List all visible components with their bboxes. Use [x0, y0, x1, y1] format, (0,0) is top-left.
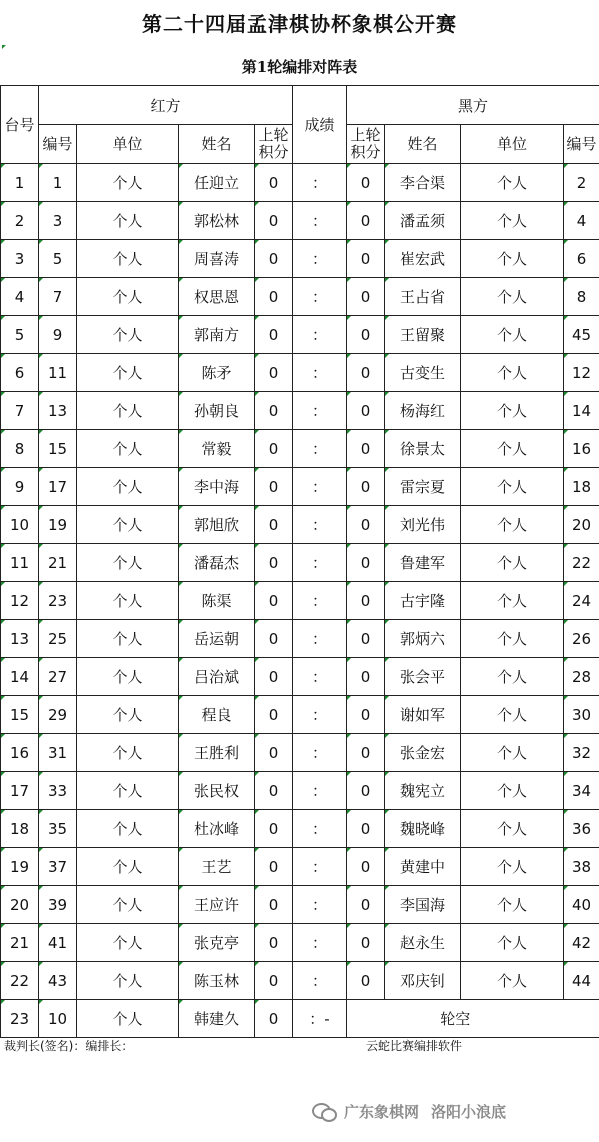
cell-red-unit: 个人: [77, 886, 179, 924]
cell-black-name: 古变生: [385, 354, 461, 392]
cell-table-no: 18: [1, 810, 39, 848]
cell-result: ：: [293, 734, 347, 772]
cell-result: ：: [293, 848, 347, 886]
cell-black-unit: 个人: [461, 316, 564, 354]
cell-red-prev-score: 0: [255, 468, 293, 506]
cell-red-name: 周喜涛: [179, 240, 255, 278]
cell-red-name: 常毅: [179, 430, 255, 468]
cell-black-unit: 个人: [461, 620, 564, 658]
cell-red-prev-score: 0: [255, 544, 293, 582]
cell-table-no: 3: [1, 240, 39, 278]
cell-black-no: 16: [564, 430, 599, 468]
header-red-unit: 单位: [77, 125, 179, 164]
cell-black-name: 魏宪立: [385, 772, 461, 810]
header-black-unit: 单位: [461, 125, 564, 164]
cell-result: ：: [293, 696, 347, 734]
cell-black-name: 刘光伟: [385, 506, 461, 544]
cell-red-name: 陈矛: [179, 354, 255, 392]
cell-black-no: 40: [564, 886, 599, 924]
cell-result: ：: [293, 164, 347, 202]
table-row: [1, 582, 599, 620]
table-row: [1, 962, 599, 1000]
cell-black-no: 4: [564, 202, 599, 240]
cell-red-name: 潘磊杰: [179, 544, 255, 582]
cell-red-name: 王艺: [179, 848, 255, 886]
cell-red-unit: 个人: [77, 810, 179, 848]
cell-result: ：: [293, 658, 347, 696]
cell-black-prev-score: 0: [347, 810, 385, 848]
watermark-part2: 洛阳小浪底: [431, 1102, 507, 1121]
cell-red-no: 29: [39, 696, 77, 734]
cell-black-no: 38: [564, 848, 599, 886]
cell-result: ：: [293, 544, 347, 582]
cell-red-unit: 个人: [77, 354, 179, 392]
cell-red-prev-score: 0: [255, 316, 293, 354]
cell-red-name: 孙朝良: [179, 392, 255, 430]
cell-table-no: 9: [1, 468, 39, 506]
cell-result: ：: [293, 392, 347, 430]
cell-black-unit: 个人: [461, 430, 564, 468]
cell-red-unit: 个人: [77, 620, 179, 658]
cell-black-no: 32: [564, 734, 599, 772]
cell-black-unit: 个人: [461, 734, 564, 772]
cell-red-name: 杜冰峰: [179, 810, 255, 848]
cell-red-prev-score: 0: [255, 506, 293, 544]
cell-red-no: 7: [39, 278, 77, 316]
cell-red-prev-score: 0: [255, 658, 293, 696]
cell-red-name: 李中海: [179, 468, 255, 506]
cell-red-no: 37: [39, 848, 77, 886]
cell-black-unit: 个人: [461, 848, 564, 886]
cell-red-unit: 个人: [77, 430, 179, 468]
cell-black-unit: 个人: [461, 278, 564, 316]
header-red-prev-score: 上轮积分: [255, 125, 293, 164]
cell-red-unit: 个人: [77, 202, 179, 240]
cell-red-prev-score: 0: [255, 620, 293, 658]
cell-result: ：: [293, 620, 347, 658]
cell-red-prev-score: 0: [255, 772, 293, 810]
cell-red-name: 岳运朝: [179, 620, 255, 658]
round-subtitle: 第1轮编排对阵表: [241, 58, 358, 76]
cell-black-no: 20: [564, 506, 599, 544]
cell-red-no: 15: [39, 430, 77, 468]
footer-signature: 裁判长(签名)：编排长：: [4, 1039, 134, 1053]
cell-red-no: 1: [39, 164, 77, 202]
cell-result: ：: [293, 202, 347, 240]
cell-red-prev-score: 0: [255, 430, 293, 468]
cell-red-unit: 个人: [77, 734, 179, 772]
cell-table-no: 1: [1, 164, 39, 202]
cell-black-name: 王占省: [385, 278, 461, 316]
cell-red-name: 张克亭: [179, 924, 255, 962]
cell-black-prev-score: 0: [347, 582, 385, 620]
table-row: [1, 430, 599, 468]
cell-empty: [564, 1000, 599, 1038]
cell-red-prev-score: 0: [255, 354, 293, 392]
cell-black-name: 李国海: [385, 886, 461, 924]
cell-red-unit: 个人: [77, 506, 179, 544]
cell-result: ：: [293, 430, 347, 468]
cell-table-no: 2: [1, 202, 39, 240]
cell-black-no: 6: [564, 240, 599, 278]
cell-table-no: 15: [1, 696, 39, 734]
cell-black-unit: 个人: [461, 544, 564, 582]
table-row: [1, 164, 599, 202]
cell-black-no: 44: [564, 962, 599, 1000]
cell-black-name: 雷宗夏: [385, 468, 461, 506]
cell-black-name: 魏晓峰: [385, 810, 461, 848]
page-title: 第二十四届孟津棋协杯象棋公开赛: [142, 12, 457, 36]
cell-red-no: 27: [39, 658, 77, 696]
header-table-no: 台号: [1, 86, 39, 164]
cell-black-name: 郭炳六: [385, 620, 461, 658]
cell-red-name: 陈玉林: [179, 962, 255, 1000]
header-black-prev-score: 上轮积分: [347, 125, 385, 164]
cell-table-no: 11: [1, 544, 39, 582]
cell-red-unit: 个人: [77, 772, 179, 810]
cell-red-name: 郭南方: [179, 316, 255, 354]
cell-black-prev-score: 0: [347, 924, 385, 962]
header-red-no: 编号: [39, 125, 77, 164]
cell-result: ：: [293, 582, 347, 620]
cell-black-prev-score: 0: [347, 658, 385, 696]
cell-table-no: 23: [1, 1000, 39, 1038]
cell-black-name: 古宇隆: [385, 582, 461, 620]
cell-red-name: 任迎立: [179, 164, 255, 202]
cell-black-name: 黄建中: [385, 848, 461, 886]
cell-table-no: 14: [1, 658, 39, 696]
cell-result: ：: [293, 240, 347, 278]
cell-red-prev-score: 0: [255, 202, 293, 240]
cell-black-no: 36: [564, 810, 599, 848]
cell-black-unit: 个人: [461, 506, 564, 544]
table-row: [1, 924, 599, 962]
cell-black-prev-score: 0: [347, 430, 385, 468]
cell-black-no: 12: [564, 354, 599, 392]
cell-red-prev-score: 0: [255, 392, 293, 430]
cell-result: ：: [293, 810, 347, 848]
cell-result: ：-: [293, 1000, 347, 1038]
header-red-name: 姓名: [179, 125, 255, 164]
cell-red-unit: 个人: [77, 544, 179, 582]
cell-red-name: 韩建久: [179, 1000, 255, 1038]
cell-table-no: 8: [1, 430, 39, 468]
cell-table-no: 19: [1, 848, 39, 886]
cell-red-name: 吕治斌: [179, 658, 255, 696]
cell-black-unit: 个人: [461, 924, 564, 962]
table-row: [1, 658, 599, 696]
table-row: [1, 544, 599, 582]
cell-result: ：: [293, 468, 347, 506]
table-row-bye: [1, 1000, 599, 1038]
cell-red-prev-score: 0: [255, 278, 293, 316]
cell-red-no: 23: [39, 582, 77, 620]
cell-red-no: 19: [39, 506, 77, 544]
cell-red-no: 9: [39, 316, 77, 354]
cell-black-unit: 个人: [461, 772, 564, 810]
table-row: [1, 392, 599, 430]
cell-black-name: 谢如军: [385, 696, 461, 734]
cell-table-no: 4: [1, 278, 39, 316]
cell-black-name: 李合渠: [385, 164, 461, 202]
cell-red-prev-score: 0: [255, 924, 293, 962]
cell-black-no: 24: [564, 582, 599, 620]
cell-red-unit: 个人: [77, 1000, 179, 1038]
cell-red-unit: 个人: [77, 468, 179, 506]
cell-table-no: 10: [1, 506, 39, 544]
cell-red-prev-score: 0: [255, 582, 293, 620]
cell-red-name: 王应许: [179, 886, 255, 924]
cell-black-prev-score: 0: [347, 734, 385, 772]
cell-table-no: 20: [1, 886, 39, 924]
table-row: [1, 354, 599, 392]
cell-result: ：: [293, 886, 347, 924]
cell-table-no: 6: [1, 354, 39, 392]
cell-black-no: 18: [564, 468, 599, 506]
table-row: [1, 696, 599, 734]
cell-red-unit: 个人: [77, 962, 179, 1000]
cell-black-name: 鲁建军: [385, 544, 461, 582]
cell-red-prev-score: 0: [255, 848, 293, 886]
cell-black-prev-score: 0: [347, 620, 385, 658]
cell-red-name: 程良: [179, 696, 255, 734]
cell-red-name: 郭旭欣: [179, 506, 255, 544]
cell-table-no: 7: [1, 392, 39, 430]
footer-software: 云蛇比赛编排软件: [366, 1039, 463, 1053]
cell-black-unit: 个人: [461, 886, 564, 924]
cell-black-unit: 个人: [461, 240, 564, 278]
table-row: [1, 772, 599, 810]
cell-result: ：: [293, 316, 347, 354]
cell-red-unit: 个人: [77, 164, 179, 202]
header-red-side: 红方: [39, 86, 293, 125]
cell-black-prev-score: 0: [347, 164, 385, 202]
cell-black-no: 22: [564, 544, 599, 582]
cell-red-name: 陈渠: [179, 582, 255, 620]
table-row: [1, 734, 599, 772]
table-row: [1, 202, 599, 240]
table-row: [1, 468, 599, 506]
cell-black-no: 2: [564, 164, 599, 202]
cell-black-prev-score: 0: [347, 278, 385, 316]
cell-red-no: 13: [39, 392, 77, 430]
cell-black-name: 徐景太: [385, 430, 461, 468]
cell-black-prev-score: 0: [347, 506, 385, 544]
table-row: [1, 886, 599, 924]
cell-table-no: 21: [1, 924, 39, 962]
cell-red-prev-score: 0: [255, 734, 293, 772]
cell-black-no: 28: [564, 658, 599, 696]
header-black-no: 编号: [564, 125, 599, 164]
header-black-side: 黑方: [347, 86, 599, 125]
table-row: [1, 506, 599, 544]
cell-red-no: 21: [39, 544, 77, 582]
cell-red-prev-score: 0: [255, 164, 293, 202]
cell-red-no: 3: [39, 202, 77, 240]
cell-red-name: 张民权: [179, 772, 255, 810]
cell-black-unit: 个人: [461, 354, 564, 392]
cell-black-name: 邓庆钊: [385, 962, 461, 1000]
cell-red-no: 10: [39, 1000, 77, 1038]
cell-black-name: 张会平: [385, 658, 461, 696]
cell-table-no: 12: [1, 582, 39, 620]
cell-black-unit: 个人: [461, 582, 564, 620]
cell-red-no: 31: [39, 734, 77, 772]
cell-black-no: 34: [564, 772, 599, 810]
cell-black-prev-score: 0: [347, 468, 385, 506]
cell-result: ：: [293, 354, 347, 392]
cell-red-name: 王胜利: [179, 734, 255, 772]
cell-black-no: 26: [564, 620, 599, 658]
cell-black-prev-score: 0: [347, 848, 385, 886]
cell-red-unit: 个人: [77, 848, 179, 886]
cell-black-prev-score: 0: [347, 392, 385, 430]
cell-black-prev-score: 0: [347, 202, 385, 240]
cell-black-name: 潘孟须: [385, 202, 461, 240]
cell-black-name: 崔宏武: [385, 240, 461, 278]
cell-result: ：: [293, 962, 347, 1000]
cell-red-prev-score: 0: [255, 1000, 293, 1038]
cell-red-prev-score: 0: [255, 962, 293, 1000]
table-row: [1, 810, 599, 848]
table-row: [1, 848, 599, 886]
corner-flag: [2, 45, 6, 49]
cell-bye: 轮空: [347, 1000, 564, 1038]
pairing-table: [0, 85, 599, 1038]
cell-red-no: 17: [39, 468, 77, 506]
cell-table-no: 13: [1, 620, 39, 658]
cell-black-prev-score: 0: [347, 240, 385, 278]
header-black-name: 姓名: [385, 125, 461, 164]
table-row: [1, 316, 599, 354]
cell-black-unit: 个人: [461, 810, 564, 848]
cell-black-unit: 个人: [461, 658, 564, 696]
cell-black-prev-score: 0: [347, 772, 385, 810]
cell-red-no: 11: [39, 354, 77, 392]
cell-black-unit: 个人: [461, 392, 564, 430]
cell-red-no: 33: [39, 772, 77, 810]
cell-red-unit: 个人: [77, 582, 179, 620]
cell-red-name: 郭松林: [179, 202, 255, 240]
cell-table-no: 17: [1, 772, 39, 810]
cell-red-unit: 个人: [77, 278, 179, 316]
cell-black-unit: 个人: [461, 202, 564, 240]
cell-black-no: 30: [564, 696, 599, 734]
cell-black-prev-score: 0: [347, 886, 385, 924]
cell-red-unit: 个人: [77, 392, 179, 430]
cell-black-prev-score: 0: [347, 962, 385, 1000]
cell-table-no: 16: [1, 734, 39, 772]
cell-red-prev-score: 0: [255, 886, 293, 924]
watermark: [312, 1100, 506, 1122]
cell-black-name: 杨海红: [385, 392, 461, 430]
cell-black-no: 45: [564, 316, 599, 354]
cell-red-prev-score: 0: [255, 240, 293, 278]
cell-black-prev-score: 0: [347, 696, 385, 734]
watermark-part1: 广东象棋网: [344, 1102, 420, 1121]
wechat-icon: [312, 1102, 336, 1120]
cell-red-no: 25: [39, 620, 77, 658]
cell-red-no: 43: [39, 962, 77, 1000]
table-row: [1, 240, 599, 278]
cell-result: ：: [293, 924, 347, 962]
cell-table-no: 5: [1, 316, 39, 354]
cell-black-unit: 个人: [461, 696, 564, 734]
cell-red-unit: 个人: [77, 658, 179, 696]
cell-black-prev-score: 0: [347, 544, 385, 582]
cell-red-unit: 个人: [77, 316, 179, 354]
cell-black-no: 14: [564, 392, 599, 430]
cell-red-unit: 个人: [77, 924, 179, 962]
cell-black-no: 8: [564, 278, 599, 316]
cell-black-unit: 个人: [461, 164, 564, 202]
cell-red-no: 5: [39, 240, 77, 278]
cell-black-name: 王留聚: [385, 316, 461, 354]
cell-black-prev-score: 0: [347, 354, 385, 392]
cell-red-no: 39: [39, 886, 77, 924]
cell-red-unit: 个人: [77, 240, 179, 278]
cell-red-unit: 个人: [77, 696, 179, 734]
cell-black-prev-score: 0: [347, 316, 385, 354]
cell-black-unit: 个人: [461, 962, 564, 1000]
cell-result: ：: [293, 506, 347, 544]
cell-result: ：: [293, 278, 347, 316]
cell-red-name: 权思恩: [179, 278, 255, 316]
cell-red-prev-score: 0: [255, 696, 293, 734]
cell-red-no: 35: [39, 810, 77, 848]
cell-black-name: 赵永生: [385, 924, 461, 962]
cell-black-name: 张金宏: [385, 734, 461, 772]
table-row: [1, 620, 599, 658]
cell-result: ：: [293, 772, 347, 810]
cell-black-no: 42: [564, 924, 599, 962]
header-result: 成绩: [293, 86, 347, 164]
cell-table-no: 22: [1, 962, 39, 1000]
cell-red-no: 41: [39, 924, 77, 962]
cell-black-unit: 个人: [461, 468, 564, 506]
cell-red-prev-score: 0: [255, 810, 293, 848]
table-row: [1, 278, 599, 316]
